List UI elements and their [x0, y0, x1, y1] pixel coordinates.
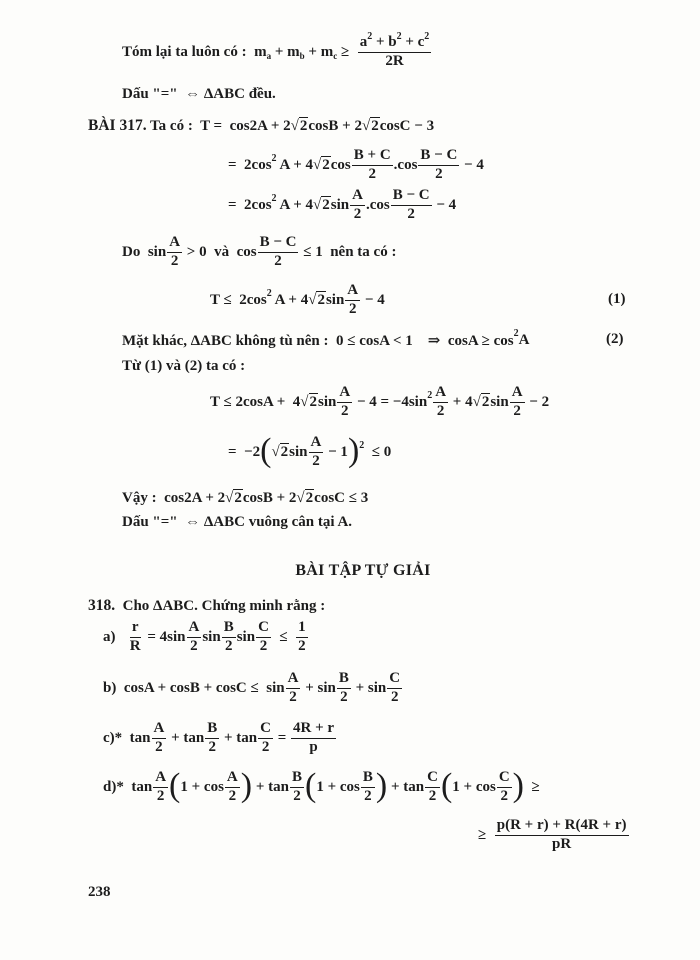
math-text: C [258, 618, 269, 635]
radicand: 2 [371, 117, 379, 134]
math-text: 2 [170, 252, 179, 269]
fraction-numerator [205, 721, 219, 739]
math-text: cos [330, 156, 351, 173]
radical-sign-icon: √ [361, 117, 371, 134]
superscript: 2 [427, 389, 433, 401]
subscript: b [299, 51, 305, 61]
math-text: 2 [289, 688, 297, 705]
math-text: − 1 [324, 443, 348, 460]
math-text: + 4 [449, 393, 473, 410]
fraction [495, 818, 629, 853]
math-text: 2 [364, 787, 372, 804]
radical-sign-icon: √ [308, 291, 317, 308]
fraction [358, 30, 432, 70]
square-root [362, 118, 380, 135]
math-text: ≥ [523, 778, 540, 795]
math-text: B [291, 768, 302, 785]
equality-condition-2 [122, 500, 352, 544]
math-text: A [435, 383, 447, 400]
math-text: r [131, 618, 139, 635]
math-text: A [339, 383, 351, 400]
math-text: C [260, 719, 271, 736]
inequality-chain-1 [210, 380, 549, 424]
big-parenthesis: ( [260, 432, 272, 469]
radical-sign-icon: √ [296, 489, 305, 506]
math-text: a) [103, 628, 127, 645]
fraction-denominator [362, 788, 374, 805]
inequality-chain-2 [228, 430, 391, 474]
fraction [187, 620, 202, 655]
fraction-numerator [222, 620, 236, 638]
fraction-numerator [153, 770, 168, 788]
math-text: − 4 [432, 196, 457, 213]
math-text: 4R + r [293, 719, 335, 736]
math-text: + tan [252, 778, 289, 795]
math-text: Dấu "=" ⇔ ΔABC vuông cân tại A. [122, 513, 353, 530]
math-text: 2 [435, 165, 443, 182]
fraction-denominator [260, 739, 272, 756]
fraction [345, 283, 360, 318]
fraction-numerator [258, 721, 273, 739]
math-text: Do sin [122, 243, 167, 260]
math-text: B − C [259, 233, 297, 250]
math-text: = 2cos [228, 196, 272, 213]
math-text: p(R + r) + R(4R + r) [496, 816, 627, 833]
math-text: A [226, 768, 238, 785]
fraction-denominator [128, 638, 143, 655]
math-text: pR [552, 835, 572, 852]
problem-317-line-3 [228, 183, 456, 227]
math-text: B [362, 768, 373, 785]
math-text: d)* tan [103, 778, 153, 795]
math-text: T ≤ 2cos [210, 291, 267, 308]
square-root [313, 157, 331, 174]
radical-sign-icon: √ [313, 196, 322, 213]
math-text: A + 4 [276, 196, 314, 213]
radical-sign-icon: √ [300, 393, 309, 410]
big-parenthesis: ( [169, 767, 181, 804]
math-text: + tan [387, 778, 425, 795]
fraction-numerator [345, 283, 360, 301]
radicand: 2 [322, 156, 330, 173]
radicand: 2 [299, 117, 308, 134]
math-text: sin [330, 196, 350, 213]
big-parenthesis: ) [512, 767, 524, 804]
fraction [387, 671, 402, 706]
math-text: Từ (1) và (2) ta có : [122, 357, 246, 374]
math-text: 2 [293, 787, 301, 804]
fraction [425, 770, 440, 805]
fraction [153, 770, 168, 805]
fraction-numerator [350, 188, 365, 206]
math-text: cosB + 2 [308, 117, 362, 134]
math-text: A + 4 [271, 291, 309, 308]
fraction [225, 770, 240, 805]
math-text: A [155, 768, 167, 785]
math-text: p [309, 738, 318, 755]
math-text: − 2 [525, 393, 550, 410]
math-text: 1 + cos [316, 778, 360, 795]
math-text: = [273, 729, 291, 746]
fraction-numerator [495, 818, 629, 836]
math-text: B [338, 669, 349, 686]
math-text: 2 [261, 738, 270, 755]
math-text: A [511, 383, 523, 400]
fraction-denominator [550, 836, 573, 853]
math-text: − 4 [460, 156, 484, 173]
fraction-denominator [258, 638, 270, 655]
fraction-denominator [223, 638, 235, 655]
math-text: 2 [513, 402, 521, 419]
fraction-denominator [296, 638, 308, 655]
fraction [418, 148, 459, 183]
math-text: sin [318, 393, 337, 410]
problem-318-a [103, 615, 309, 659]
fraction-numerator [286, 671, 301, 689]
radicand: 2 [280, 443, 289, 460]
math-text: sin [490, 393, 509, 410]
math-text: − 4 = −4sin [353, 393, 428, 410]
math-text: R [129, 637, 141, 654]
math-text: + m [271, 43, 300, 60]
math-text: ≤ [271, 628, 296, 645]
superscript: 2 [424, 30, 430, 42]
fraction-denominator [389, 689, 401, 706]
radicand: 2 [317, 291, 325, 308]
math-text: > 0 và cos [183, 243, 257, 260]
fraction-denominator [405, 206, 417, 223]
math-text: 1 + cos [180, 778, 224, 795]
math-text: 2 [428, 787, 437, 804]
math-text: cosC ≤ 3 [314, 489, 369, 506]
math-text: sin [289, 443, 308, 460]
fraction-denominator [498, 788, 510, 805]
equation-label-2: (2) [606, 331, 624, 347]
problem-318-c [103, 716, 337, 760]
math-text: 2 [156, 787, 165, 804]
fraction-denominator [169, 253, 181, 270]
fraction-denominator [339, 403, 351, 420]
section-heading: BÀI TẬP TỰ GIẢI [295, 562, 431, 579]
math-text: 2 [340, 688, 348, 705]
math-text: 2 [390, 688, 399, 705]
math-text: sin [202, 628, 221, 645]
superscript: 2 [271, 152, 277, 164]
math-text: C [427, 768, 438, 785]
summary-line [122, 30, 432, 74]
big-parenthesis: ) [375, 767, 388, 804]
math-text: Dấu "=" ⇔ ΔABC đều. [122, 85, 276, 102]
math-text: .cos [365, 196, 390, 213]
fraction-numerator [418, 148, 459, 166]
math-text: 2 [274, 252, 282, 269]
fraction-numerator [361, 770, 375, 788]
math-text: 2 [341, 402, 349, 419]
math-text: Cho ΔABC. Chứng minh rằng : [115, 597, 326, 614]
radicand: 2 [305, 489, 314, 506]
fraction-numerator [296, 620, 308, 638]
fraction-denominator [338, 689, 350, 706]
radical-sign-icon: √ [313, 156, 322, 173]
math-text: A [287, 669, 299, 686]
fraction-numerator [256, 620, 271, 638]
fraction [258, 235, 299, 270]
fraction [152, 721, 167, 756]
math-text: ≤ 0 [364, 443, 392, 460]
math-text: ≤ 1 nên ta có : [299, 243, 397, 260]
math-text: 2 [368, 165, 376, 182]
fraction [128, 620, 143, 655]
fraction [337, 385, 352, 420]
subscript: c [333, 51, 338, 61]
radical-sign-icon: √ [271, 443, 280, 460]
math-text: Tóm lại ta luôn có : m [122, 43, 267, 60]
fraction-numerator [433, 385, 448, 403]
fraction-denominator [366, 166, 378, 183]
math-text: 2 [224, 637, 233, 654]
fraction-numerator [225, 770, 240, 788]
equation-label-1: (1) [608, 291, 626, 307]
math-text: 2 [208, 738, 216, 755]
fraction-numerator [337, 385, 352, 403]
fraction-numerator [510, 385, 525, 403]
fraction [433, 385, 448, 420]
math-text: 2 [500, 787, 508, 804]
square-root [473, 394, 491, 411]
fraction-denominator [206, 739, 218, 756]
since-line [122, 230, 396, 274]
math-text: 1 + cos [452, 778, 496, 795]
math-text: + sin [351, 679, 387, 696]
math-text: + b [372, 33, 397, 50]
math-text: 2 [348, 300, 357, 317]
math-text: 2 [353, 205, 362, 222]
fraction-numerator [258, 235, 299, 253]
math-text: B [223, 618, 234, 635]
square-root [300, 394, 318, 411]
math-text: a [359, 33, 368, 50]
fraction [296, 620, 308, 655]
square-root [313, 197, 331, 214]
radicand: 2 [309, 393, 317, 410]
fraction-denominator [310, 453, 322, 470]
math-text: + sin [301, 679, 336, 696]
math-text: + tan [167, 729, 205, 746]
fraction [350, 188, 365, 223]
fraction-denominator [352, 206, 364, 223]
math-text: A [518, 331, 530, 348]
math-text: 2 [312, 452, 320, 469]
radicand: 2 [322, 196, 330, 213]
fraction-denominator [427, 788, 439, 805]
fraction [205, 721, 219, 756]
math-text: A [352, 186, 363, 203]
problem-318-d [103, 765, 540, 809]
fraction-denominator [383, 53, 405, 70]
fraction [222, 620, 236, 655]
fraction [497, 770, 512, 805]
fraction-numerator [152, 721, 167, 739]
fraction [256, 620, 271, 655]
math-text: 2R [385, 52, 404, 69]
math-text: B − C [420, 146, 458, 163]
fraction-numerator [387, 671, 402, 689]
math-text: Vậy : cos2A + 2 [122, 489, 226, 506]
subscript: a [266, 51, 272, 61]
fraction [286, 671, 301, 706]
math-text: A [347, 281, 359, 298]
fraction [309, 435, 324, 470]
fraction-denominator [435, 403, 447, 420]
math-text: + tan [220, 729, 258, 746]
math-text: B − C [392, 186, 430, 203]
math-text: + m [304, 43, 334, 60]
problem-318-d-rhs [478, 813, 630, 857]
math-text: A [310, 433, 322, 450]
radicand: 2 [234, 489, 242, 506]
big-parenthesis: ( [440, 767, 453, 804]
fraction-denominator [347, 301, 359, 318]
fraction-numerator [291, 721, 336, 739]
problem-label: BÀI 317. [88, 117, 147, 134]
fraction-numerator [391, 188, 432, 206]
math-text: b) cosA + cosB + cosC ≤ sin [103, 679, 285, 696]
radical-sign-icon: √ [472, 393, 481, 410]
fraction-numerator [290, 770, 304, 788]
math-text: = −2 [228, 443, 261, 460]
fraction-denominator [307, 739, 319, 756]
math-text: cosC − 3 [379, 117, 435, 134]
big-parenthesis: ( [304, 767, 317, 804]
fraction-denominator [227, 788, 239, 805]
superscript: 2 [359, 439, 365, 451]
math-text: 2 [436, 402, 445, 419]
math-text: 2 [228, 787, 237, 804]
fraction [258, 721, 273, 756]
fraction-numerator [187, 620, 202, 638]
math-text: A + 4 [276, 156, 314, 173]
math-text: Ta có : T = cos2A + 2 [146, 117, 291, 134]
square-root [308, 292, 326, 309]
fraction [291, 721, 336, 756]
problem-317-line-2 [228, 143, 484, 187]
math-text: cosB + 2 [242, 489, 297, 506]
square-root [271, 444, 289, 461]
big-parenthesis: ) [240, 767, 253, 804]
problem-label: 318. [88, 597, 116, 614]
fraction [337, 671, 351, 706]
math-text: − 4 [361, 291, 385, 308]
fraction-numerator [309, 435, 324, 453]
fraction-denominator [287, 689, 299, 706]
math-text: T ≤ 2cosA + 4 [210, 393, 301, 410]
fraction-numerator [130, 620, 141, 638]
math-text: A [153, 719, 165, 736]
math-text: 1 [298, 618, 306, 635]
fraction [167, 235, 182, 270]
fraction [391, 188, 432, 223]
math-text: c)* tan [103, 729, 151, 746]
fraction-denominator [433, 166, 445, 183]
problem-317-line-1 [88, 104, 434, 148]
math-text: A [188, 618, 200, 635]
math-text: .cos [393, 156, 418, 173]
fraction-denominator [155, 788, 167, 805]
math-text: A [169, 233, 181, 250]
math-text: 2 [155, 738, 163, 755]
math-text: C [389, 669, 401, 686]
radical-sign-icon: √ [290, 117, 299, 134]
fraction-denominator [511, 403, 523, 420]
fraction-numerator [425, 770, 440, 788]
superscript: 2 [513, 327, 519, 339]
math-text: = 4sin [143, 628, 186, 645]
fraction-numerator [352, 148, 393, 166]
math-text: sin [325, 291, 345, 308]
radical-sign-icon: √ [225, 489, 234, 506]
fraction-denominator [272, 253, 284, 270]
fraction [510, 385, 525, 420]
inequality-1 [210, 278, 385, 322]
math-text: ≥ [337, 43, 357, 60]
fraction [361, 770, 375, 805]
big-parenthesis: ) [347, 432, 360, 469]
fraction-numerator [497, 770, 512, 788]
superscript: 2 [367, 30, 373, 42]
math-text: 2 [407, 205, 415, 222]
problem-318-b [103, 666, 403, 710]
radicand: 2 [481, 393, 490, 410]
math-text: B [207, 719, 218, 736]
math-text: 2 [298, 637, 306, 654]
math-text: 2 [259, 637, 268, 654]
math-text: C [498, 768, 510, 785]
fraction-numerator [358, 30, 432, 53]
square-root [291, 118, 309, 135]
fraction-numerator [167, 235, 182, 253]
math-text: sin [236, 628, 256, 645]
math-text: Mặt khác, ΔABC không tù nên : 0 ≤ cosA < 1 ⇒ cosA ≥ cos [122, 332, 514, 349]
fraction-denominator [291, 788, 303, 805]
math-text: B + C [353, 146, 391, 163]
fraction [352, 148, 393, 183]
math-text: 2 [190, 637, 198, 654]
math-text: ≥ [478, 826, 494, 843]
superscript: 2 [396, 30, 402, 42]
page-number: 238 [88, 884, 111, 900]
fraction-numerator [337, 671, 351, 689]
fraction [290, 770, 304, 805]
superscript: 2 [266, 287, 272, 299]
superscript: 2 [271, 192, 277, 204]
math-text: + c [401, 33, 425, 50]
fraction-denominator [153, 739, 165, 756]
math-text: = 2cos [228, 156, 272, 173]
fraction-denominator [188, 638, 200, 655]
